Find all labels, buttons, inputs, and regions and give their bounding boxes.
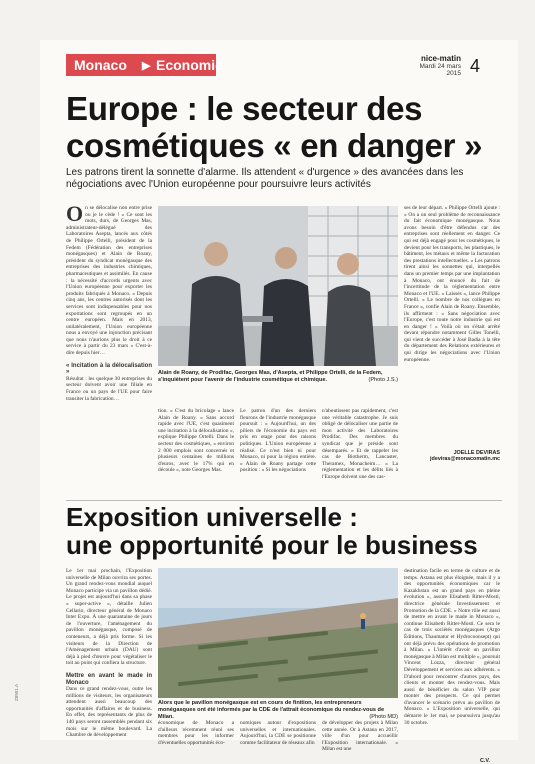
section-tag [66,54,223,76]
article2-column1 [66,568,152,758]
article1-deck: Les patrons tirent la sonnette d'alarme. Ils attendent « d'urgence » des avancées dans les négociations avec l'Union européenne pour poursuivre leurs activités [66,167,464,190]
article2-lead-text: Le 1er mai prochain, l'Exposition universelle de Milan ouvrira ses portes. Un grand rendez-vous mondial auquel Monaco participe via un pavillon dédié. Le projet est aujourd'hui dans sa phase « super-active », détaille Julien Cellario, directeur général de Monaco Inter Expo. À une quarantaine de jours de l'ouverture, l'aménagement du pavillon monégasque, composé de conteneurs, a déjà pris forme. Si les visiteurs de la Direction de l'Aménagement urbain (DAU) sont déjà à pied d'œuvre pour végétaliser le toit au point qui confiera la structure. [66,568,152,667]
masthead [406,54,461,77]
subsection-name: Economie [156,57,223,73]
article2-headline-line1: Exposition universelle : [66,502,358,532]
author-initials: C.V. [480,758,490,764]
margin-mark: Z8901.A [14,683,20,702]
article2-column2: économique de Monaco a d'ailleurs récemment réuni ses membres pour les informer d'éventuelles opportunités éco- [158,720,234,746]
article1-subhead: « Incitation à la délocalisation » [66,362,152,376]
article1-headline-line2: cosmétiques « en danger » [66,127,483,164]
article2-column4: de développer des projets à Milan cette année. Or à Astana en 2017, ville d'un pour accueillir l'Exposition internationale. « Milan est une [322,720,398,753]
article2-headline-line2: une opportunité pour le business [66,530,478,560]
article2-headline [66,503,506,559]
drop-cap: O [66,201,84,226]
page-header [66,54,496,76]
article1-lead-text: n se délocalise non entre prise ou je le cède ! » Ce sont les mots, durs, de Georges Mas, administrateur-délégué des Laboratoires Asepta, lancés aux côtés de Philippe Ortelli, président de la Fedem (Fédération des entreprises monégasques) et Alain de Roany, président du syndicat monégasque des entreprises des industries chimiques, pharmaceutiques et assimilés. [66,205,152,277]
photo2-credit: (Photo MD) [369,714,398,720]
byline-name: JOELLE DEVIRAS [453,450,500,456]
byline-email: jdeviras@monacomatin.mc [430,456,500,462]
article1-after-text: Résultat : les quelque 30 entreprises du secteur doivent avoir une filiale en France ou un pays de l'UE pour faire transiter la fabrication… [66,375,152,402]
article2-right-text: destination facile en terme de culture et de temps. Astana est plus éloignée, mais il y a des opportunités économiques car le Kazakhstan est un grand pays en pleine évolution », assure Elisabeth Ritter-Mosti, directrice générale Investissement et Promotion de la CDE. « Notre rôle est aussi de mettre en avant le made in Monaco », continue Elisabeth Ritter-Mosti. Ce sera le cas de trois sociétés monégasques (Argo Éditions, Thaumatur et Hydrocoonsept) qui ont déjà prévu des opérations de promotion à Milan. « L'intérêt d'avoir un pavillon monégasque à Milan est multiple », poursuit Vincent Lozza, directeur général Développement et services aux adhérents. « D'abord pour rencontrer d'autres pays, des clients et monter des rendez-vous. Mais aussi de bénéficier du salon VIP pour monter des prospects. Ce qui permet d'avancer le scénario prévu au pavillon de Monaco. » L'Exposition universelle, qui démarre le 1er mai, se poursuivra jusqu'au 30 octobre. [404,568,500,726]
arrow-icon: ▶ [142,60,151,72]
byline [404,450,500,462]
article2-photo-caption [158,700,398,721]
article1-body-text: En cause : la nécessité d'accords urgents avec l'Union européenne pour exporter les produits fabriqués à Monaco. « Depuis cinq ans, les centres autorisés dont les services sont indispensables pour nos exportations sont regroupés en un centre européen. Mais en 2013, unilatéralement, l'Union européenne nous a envoyé une injonction précisant que nous n'aurions plus le droit à ce service à partir du 23 mars » C'est-à-dire depuis hier… [66,270,152,357]
newspaper-name: nice-matin [420,54,461,63]
article1-photo-caption [158,370,398,384]
article2-after-text: Dans ce grand rendez-vous, outre les millions de visiteurs, les organisateurs attendent aussi beaucoup des opportunités d'affaires et de business. En effet, des représentants de plus de 140 pays seront rassemblés pendant six mois sur le même boulevard. La Chambre de développement [66,686,152,739]
article1-column2: tion. « C'est du bricolage » lance Alain de Roany. « Sans accord rapide avec l'UE, c'est quasiment une incitation à la délocalisation », explique Philippe Ortelli. Dans le secteur des cosmétiques, « environ 2 000 emplois sont concernés et plusieurs centaines de millions d'euros, avec le 17% qui en découle », note Georges Mas. [158,408,234,474]
article1-photo [158,206,398,366]
article-divider [66,500,502,501]
article2-column3: nomiques autour d'expositions universelles et internationales. Aujourd'hui, la CDE se positionne comme facilitateur de réseaux afin [240,720,316,746]
photo-credit: (Photo J.S.) [368,377,398,383]
article2-subhead: Mettre en avant le made in Monaco [66,672,152,686]
article1-headline [66,90,506,164]
article1-column3: Le patron d'un des derniers fleurons de l'industrie monégasque poursuit : « Aujourd'hui, un des piliers de l'économie du pays est pris en otage pour des raisons politiques. L'Union européenne a réalisé. Ce n'est bien ni pour Monaco, ni pour la région entière. » Alain de Roany partage cette position : « Si les négociations [240,408,316,474]
article2-column5 [404,568,500,758]
section-name: Monaco [74,57,127,73]
article1-column1 [66,201,152,455]
article1-right-text: ses de leur départ. » Philippe Ortelli ajoute : « On a un seul problème de reconnaissance du fait économique monégasque. Nous avons besoin d'être défendus car des entreprises sont réellement en danger. Ce qui est déjà engagé pour les cosmétiques, le devient pour les transports, les plastiques, le bâtiment, les métaux et même la facturation des prestations intellectuelles. » Les patrons tirent ainsi les sonnettes qui, interpellés dans un premier temps par une implantation à Monaco, ont énoncé du fait de l'incertitude de la réglementation entre Monaco et l'UE. « Laissés », lance Philippe Ortelli. « Le nombre de nos collègues en France », confie Alain de Roany. Ensemble, ils affirment : « Sans négociation avec l'Europe, c'est toute notre industrie qui est en danger ! » Voilà où on s'était arrêté devant répondre notamment Gilles Tonelli, qui vient de succéder à José Badia à la tête du département des Relations extérieures et qui dirige les négociations avec l'Union européenne. [404,205,500,363]
newspaper-page [40,40,518,764]
issue-date: Mardi 24 mars 2015 [419,63,461,77]
caption2-text: Alors que le pavillon monégasque est en cours de finition, les entrepreneurs monégasques ont été informés par la CDE de l'attrait économique du rendez-vous de Milan. [158,700,385,720]
article1-column4: n'aboutissent pas rapidement, c'est une véritable catastrophe. Je suis obligé de délocaliser une partie de mon activité des Laboratoires Prodifac. Des membres du syndicat que je préside sont désemparés. » Et de rappeler les cas de Biotherm, Lancaster, Theramex, Monacheim… « La réglementation et les délits liés à l'Europe doivent une des cas- [322,408,398,480]
article1-headline-line1: Europe : le secteur des [66,90,423,127]
caption-text: Alain de Roany, de Prodifac, Georges Mas, d'Asepta, et Philippe Ortelli, de la Fedem, s'inquiètent pour l'avenir de l'industrie cosmétique et chimique. [158,370,383,383]
article2-photo [158,568,398,698]
page-number: 4 [470,56,481,76]
